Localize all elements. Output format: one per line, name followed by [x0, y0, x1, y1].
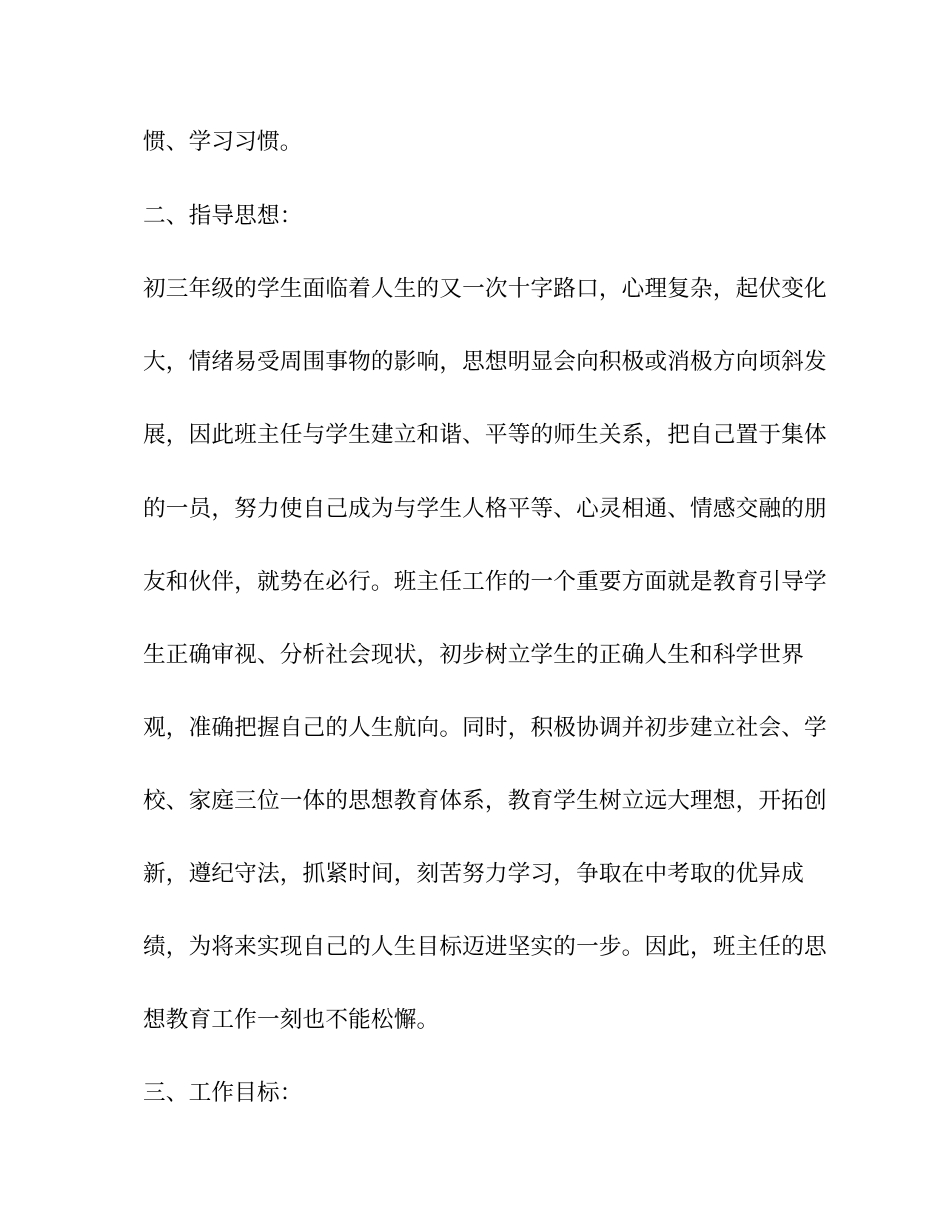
paragraph-line-5: 友和伙伴，就势在必行。班主任工作的一个重要方面就是教育引导学	[143, 569, 827, 595]
paragraph-line-2: 大，情绪易受周围事物的影响，思想明显会向积极或消极方向顷斜发	[143, 349, 827, 375]
paragraph-line-11: 想教育工作一刻也不能松懈。	[143, 1007, 440, 1033]
section-heading-guiding-thought: 二、指导思想：	[143, 203, 303, 229]
paragraph-line-8: 校、家庭三位一体的思想教育体系，教育学生树立远大理想，开拓创	[143, 788, 827, 814]
section-heading-work-goals: 三、工作目标：	[143, 1080, 303, 1106]
paragraph-line-6: 生正确审视、分析社会现状，初步树立学生的正确人生和科学世界	[143, 642, 805, 668]
paragraph-line-1: 初三年级的学生面临着人生的又一次十字路口，心理复杂，起伏变化	[143, 276, 827, 302]
paragraph-line-3: 展，因此班主任与学生建立和谐、平等的师生关系，把自己置于集体	[143, 422, 827, 448]
paragraph-line-10: 绩，为将来实现自己的人生目标迈进坚实的一步。因此，班主任的思	[143, 934, 827, 960]
paragraph-line-7: 观，准确把握自己的人生航向。同时，积极协调并初步建立社会、学	[143, 715, 827, 741]
paragraph-line-9: 新，遵纪守法，抓紧时间，刻苦努力学习，争取在中考取的优异成	[143, 861, 805, 887]
paragraph-line-4: 的一员，努力使自己成为与学生人格平等、心灵相通、情感交融的朋	[143, 496, 827, 522]
text-line-habits: 惯、学习习惯。	[143, 129, 303, 155]
